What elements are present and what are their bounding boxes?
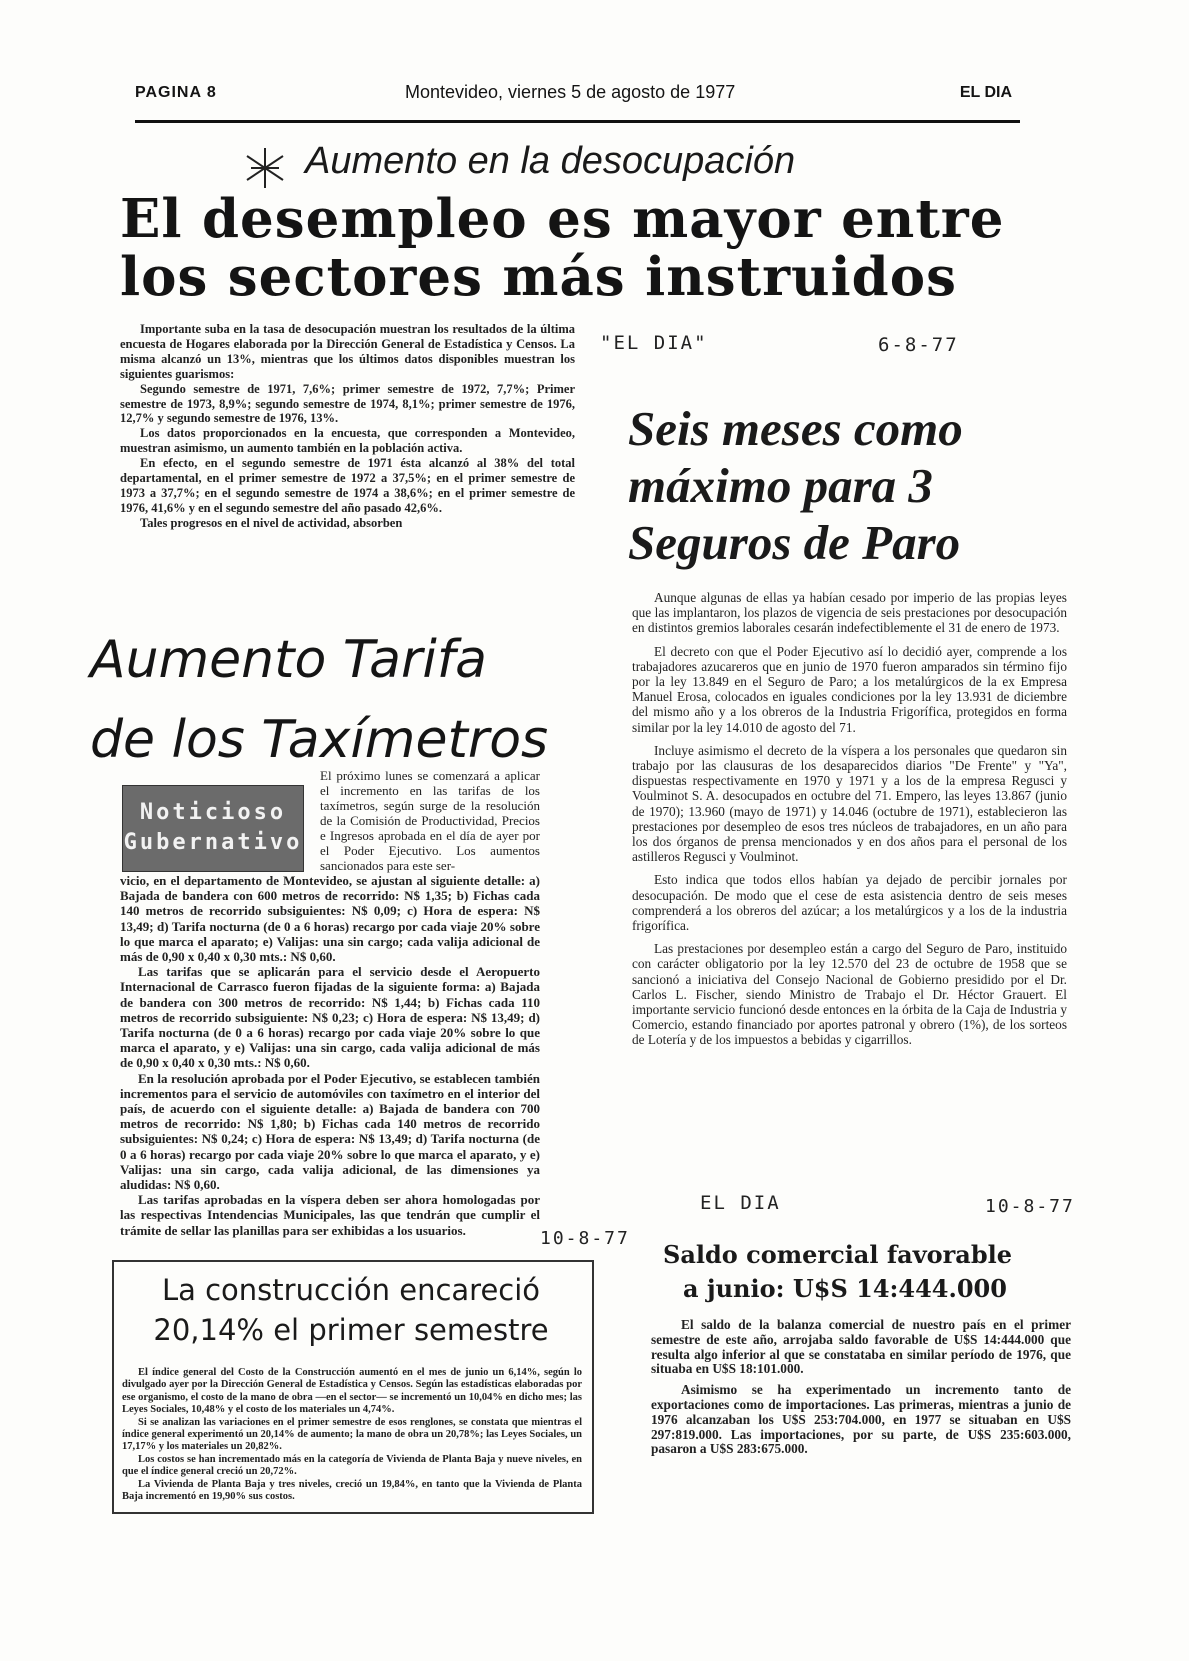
badge-line-1: Noticioso: [139, 800, 287, 825]
taxi-intro: El próximo lunes se comenzará a aplicar el incremento en las tarifas de los taxímetros, según surge de la resolución de la Comisión de Productividad, Precios e Ingresos aprobada en el día de ayer por el Poder Ejecutivo. Los aumentos sancionados para este ser-: [320, 768, 540, 873]
lead-headline-line-2: los sectores más instruidos: [120, 246, 957, 308]
seis-paragraph: El decreto con que el Poder Ejecutivo así lo decidió ayer, comprende a los trabajadores azucareros que en junio de 1970 fueron amparados sin término fijo por la ley 13.849 en el Seguro de Paro; a los metalúrgicos de la ex Empresa Manuel Erosa, colocados en iguales condiciones por la ley 13.931 de diciembre del mismo año y a los obreros de la Industria Frigorífica, protegidos en forma similar por la ley 14.010 de agosto del 71.: [632, 643, 1067, 735]
seis-paragraph: Aunque algunas de ellas ya habían cesado por imperio de las propias leyes que las implantaron, los plazos de vigencia de seis prestaciones por desocupación en distintos gremios laborales cesarán indefectiblemente el 31 de enero de 1973.: [632, 590, 1067, 636]
lead-paragraph: Importante suba en la tasa de desocupación muestran los resultados de la última encuesta de Hogares elaborada por la Dirección General de Estadística y Censos. La misma alcanzó un 13%, mientras que los últimos datos disponibles muestran los siguientes guarismos:: [120, 322, 575, 381]
taxi-paragraph: vicio, en el departamento de Montevideo, se ajustan al siguiente detalle: a) Bajada de bandera con 600 metros de recorrido: N$ 1,35; b) Fichas cada 140 metros de recorrido subsiguientes: N$ 0,09; c) Hora de espera: N$ 13,49; d) Tarifa nocturna (de 0 a 6 horas) recargo por cada viaje 20% sobre lo que marca el aparato; e) Valijas: una sin cargo; cada valija adicional de más de 0,90 x 0,40 x 0,30 mts.: N$ 0,60.: [120, 873, 540, 965]
handwritten-source: "EL DIA": [600, 332, 708, 354]
lead-headline-line-1: El desempleo es mayor entre: [120, 188, 1005, 250]
taxi-paragraph: En la resolución aprobada por el Poder Ejecutivo, se establecen también incrementos para el servicio de automóviles con taxímetro en el interior del país, de acuerdo con el siguiente detalle: a) Bajada de bandera con 700 metros de recorrido: N$ 1,80; b) Fichas cada 140 metros de recorrido subsiguientes: N$ 0,24; c) Hora de espera: N$ 13,49; d) Tarifa nocturna (de 0 a 6 horas) recargo por cada viaje 20% sobre lo que marca el aparato, y e) Valijas: una sin cargo, cada valija adicional, de las dimensiones ya aludidas: N$ 0,60.: [120, 1070, 540, 1193]
seis-body: [632, 590, 1067, 1056]
handwritten-date: 10-8-77: [540, 1228, 630, 1249]
page-header: [135, 82, 1020, 108]
taxi-paragraph: Las tarifas aprobadas en la víspera deben ser ahora homologadas por las respectivas Intendencias Municipales, las que tendrán que cumplir el trámite de sellar las planillas para ser exhibidas a los usuarios.: [120, 1192, 540, 1238]
taxi-paragraph: Las tarifas que se aplicarán para el servicio desde el Aeropuerto Internacional de Carrasco fueron fijadas de la siguiente forma: a) Bajada de bandera con 300 metros de recorrido: N$ 1,44; b) Fichas cada 110 metros de recorrido subsiguiente: N$ 0,23; c) Hora de espera: N$ 13,49; d) Tarifa nocturna (de 0 a 6 horas) recargo por cada viaje 20% sobre lo que marca el aparato, y e) Valijas: una sin cargo, cada valija adicional de más de 0,90 x 0,40 x 0,30 mts.: N$ 0,60.: [120, 964, 540, 1071]
taxi-headline-line-1: Aumento Tarifa: [90, 630, 488, 690]
handwritten-date: 10-8-77: [985, 1196, 1075, 1217]
badge-line-2: Gubernativo: [123, 830, 303, 855]
seis-headline: [628, 400, 1048, 571]
construccion-paragraph: Si se analizan las variaciones en el primer semestre de esos renglones, se constata que mientras el índice general experimentó un 20,14% de aumento; la mano de obra un 20,78%; las Leyes Sociales, un 17,17% y los materiales un 20,82%.: [122, 1416, 582, 1453]
construccion-paragraph: El índice general del Costo de la Construcción aumentó en el mes de junio un 6,14%, según lo divulgado ayer por la Dirección General de Estadística y Censos. Según las estadísticas elaboradas por ese organismo, el costo de la mano de obra —en el sector— se incrementó un 10,04% en dicho mes; las Leyes Sociales, 10,48% y el costo de los materiales un 4,74%.: [122, 1367, 582, 1416]
seis-headline-line-2: máximo para 3: [628, 458, 933, 513]
lead-paragraph: Tales progresos en el nivel de actividad, absorben: [140, 515, 403, 530]
construccion-headline-line-2: 20,14% el primer semestre: [153, 1313, 549, 1347]
publication-name: EL DIA: [959, 84, 1012, 101]
saldo-body: [651, 1318, 1071, 1463]
saldo-headline-line-1: Saldo comercial favorable: [663, 1240, 1013, 1269]
lead-kicker: Aumento en la desocupación: [305, 140, 796, 182]
handwritten-date: 6-8-77: [878, 334, 959, 356]
taxi-headline: [90, 620, 580, 780]
saldo-headline-line-2: a junio: U$S 14:444.000: [683, 1274, 1007, 1303]
seis-paragraph: Esto indica que todos ellos habían ya dejado de percibir jornales por desocupación. De modo que el cese de esta asistencia dentro de seis meses comprenderá a los obreros del azúcar; a los metalúrgicos y a los de la industria frigorífica.: [632, 872, 1067, 934]
seis-paragraph: Las prestaciones por desempleo están a cargo del Seguro de Paro, instituido con carácter obligatorio por la ley 12.570 del 23 de octubre de 1958 que se sancionó a iniciativa del Consejo Nacional de Gobierno presidido por el Dr. Carlos L. Fischer, siendo Ministro de Trabajo el Dr. Héctor Grauert. El importante servicio funcionó desde entonces en la órbita de la Caja de Industria y Comercio, estando financiado por aportes patronal y obrero (1%), de los sorteos de Lotería y de los impuestos a bebidas y cigarrillos.: [632, 941, 1067, 1048]
taxi-headline-line-2: de los Taxímetros: [90, 710, 549, 770]
lead-paragraph: Los datos proporcionados en la encuesta, que corresponden a Montevideo, muestran asimismo, un aumento también en la población activa.: [120, 426, 575, 456]
seis-headline-line-3: Seguros de Paro: [628, 515, 961, 570]
lead-headline: [120, 190, 1040, 306]
asterisk-mark-icon: [243, 146, 287, 190]
construccion-paragraph: La Vivienda de Planta Baja y tres niveles, creció un 19,84%, en tanto que la Vivienda de Planta Baja incrementó en 19,90% sus costos.: [122, 1478, 582, 1503]
seis-headline-line-1: Seis meses como: [628, 401, 963, 456]
saldo-paragraph: El saldo de la balanza comercial de nuestro país en el primer semestre de este año, arrojaba saldo favorable de U$S 14:444.000 que resulta algo inferior al que se constataba en similar período de 1976, que situaba en U$S 18:101.000.: [651, 1317, 1071, 1377]
badge-text: [123, 786, 303, 858]
lead-paragraph: Segundo semestre de 1971, 7,6%; primer semestre de 1972, 7,7%; Primer semestre de 1973, 8,9%; segundo semestre de 1974, 8,1%; primer semestre de 1976, 12,7% y segundo semestre de 1976, 13%.: [120, 381, 575, 426]
construccion-headline-line-1: La construcción encareció: [161, 1273, 541, 1307]
construccion-body: [122, 1367, 582, 1503]
noticioso-gubernativo-badge: [122, 785, 304, 872]
lead-body: [120, 322, 575, 531]
seis-paragraph: Incluye asimismo el decreto de la víspera a los personales que quedaron sin trabajo por las clausuras de los desaparecidos diarios "De Frente" y "Ya", dispuestas respectivamente en 1970 y 1971 y a los de la empresa Regusci y Voulminot S. A. desocupados en octubre del 71. Empero, las leyes 13.867 (junio de 1970); 13.960 (mayo de 1971) y 14.046 (octubre de 1971), establecieron las prestaciones por desempleo de esos tres núcleos de trabajadores, en un año para los dos órganos de prensa mencionados y en dos años para el personal de los astilleros Regusci y Voulminot.: [632, 742, 1067, 865]
saldo-paragraph: Asimismo se ha experimentado un incremento tanto de exportaciones como de importaciones. Las primeras, mientras a junio de 1976 alcanzaban los U$S 253:704.000, en 1977 se situaban en U$S 297:819.000. Las importaciones, por su parte, de U$S 235:603.000, pasaron a U$S 283:675.000.: [651, 1382, 1071, 1457]
taxi-body: [120, 873, 540, 1238]
dateline: Montevideo, viernes 5 de agosto de 1977: [405, 82, 736, 102]
header-rule: [135, 120, 1020, 123]
lead-paragraph: En efecto, en el segundo semestre de 1971 ésta alcanzó al 38% del total departamental, en el primer semestre de 1972 a 37,5%; en el primer semestre de 1973 a 37,7%; en el segundo semestre de 1974 a 38,6%; en el primer semestre de 1976, 41,6% y en el segundo semestre del año pasado 42,6%.: [120, 456, 575, 515]
page-number: PAGINA 8: [135, 84, 217, 101]
saldo-headline: [663, 1238, 1063, 1306]
construccion-headline: [112, 1270, 590, 1350]
construccion-paragraph: Los costos se han incrementado más en la categoría de Vivienda de Planta Baja y nueve niveles, en que el índice general creció un 20,72%.: [122, 1453, 582, 1478]
handwritten-source: EL DIA: [700, 1192, 781, 1214]
